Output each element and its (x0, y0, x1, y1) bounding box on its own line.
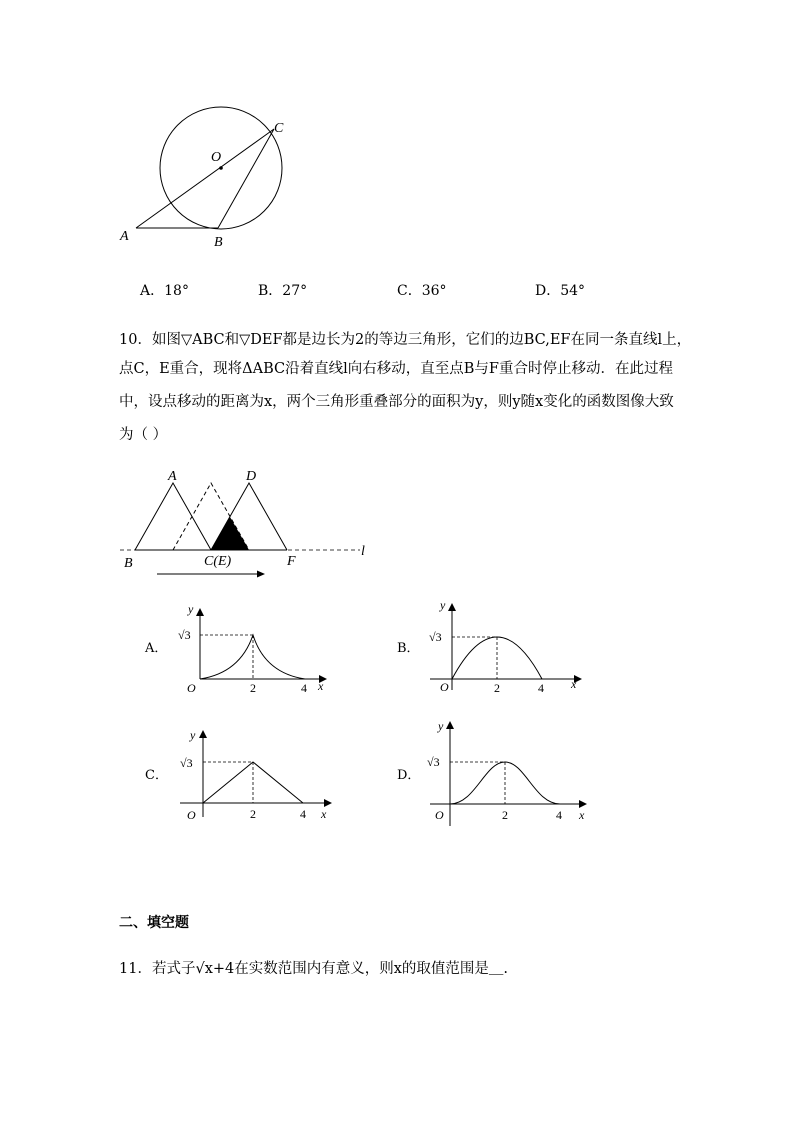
graph-a[interactable] (170, 595, 340, 700)
triangle-abc (135, 483, 211, 550)
q10-line-2: 点C，E重合，现将ΔABC沿着直线l向右移动，直至点B与F重合时停止移动．在此过程 (119, 361, 673, 377)
x-label: x (321, 807, 327, 821)
tick-2: 2 (250, 681, 256, 695)
q10-line-3: 中，设点移动的距离为x，两个三角形重叠部分的面积为y，则y随x变化的函数图像大致 (119, 394, 674, 410)
graph-d-label[interactable]: D． (397, 768, 421, 783)
origin-label: O (187, 808, 196, 822)
overlap-region (211, 517, 249, 550)
q11-text: 11．若式子√x+4在实数范围内有意义，则x的取值范围是＿. (119, 961, 509, 977)
q10-line-1: 10．如图▽ABC和▽DEF都是边长为2的等边三角形，它们的边BC,EF在同一条直线l上， (119, 332, 692, 348)
label-l: l (361, 544, 365, 559)
segment-ac (136, 129, 274, 228)
segment-bc (218, 129, 274, 228)
sqrt3-label: √3 (427, 755, 440, 769)
label-c: C (274, 121, 284, 136)
label-o: O (211, 150, 222, 165)
tick-4: 4 (556, 808, 562, 822)
graph-b[interactable] (415, 595, 590, 700)
origin-label: O (435, 808, 444, 822)
label-b: B (214, 235, 223, 250)
q9-option-d[interactable]: D．54° (535, 283, 586, 299)
label-ce: C(E) (204, 554, 232, 569)
curve (200, 635, 305, 679)
x-label: x (571, 677, 577, 691)
label-a: A (120, 229, 129, 244)
label-f: F (287, 554, 296, 569)
x-label: x (318, 679, 324, 693)
tick-2: 2 (494, 681, 500, 695)
q9-option-a[interactable]: A．18° (140, 283, 189, 299)
q9-option-b[interactable]: B．27° (258, 283, 308, 299)
tick-4: 4 (301, 681, 307, 695)
y-label: y (188, 602, 194, 616)
x-label: x (579, 808, 585, 822)
label-b: B (124, 556, 133, 571)
tick-4: 4 (538, 681, 544, 695)
graph-a-label[interactable]: A． (145, 641, 168, 656)
y-label: y (438, 719, 444, 733)
center-point (219, 166, 223, 170)
tick-4: 4 (300, 807, 306, 821)
q9-option-c[interactable]: C．36° (397, 283, 447, 299)
y-label: y (190, 728, 196, 742)
sqrt3-label: √3 (178, 628, 191, 642)
y-label: y (440, 598, 446, 612)
label-a: A (168, 469, 177, 484)
graph-d[interactable] (415, 718, 595, 828)
graph-c[interactable] (170, 722, 340, 827)
graph-b-label[interactable]: B． (397, 641, 420, 656)
origin-label: O (440, 680, 449, 694)
tick-2: 2 (250, 807, 256, 821)
section-title: 二、填空题 (119, 915, 189, 931)
label-d: D (246, 469, 257, 484)
q9-circle-figure (110, 95, 310, 255)
graph-c-label[interactable]: C． (145, 768, 168, 783)
sqrt3-label: √3 (180, 756, 193, 770)
q10-triangles-figure (115, 465, 375, 583)
origin-label: O (187, 681, 196, 695)
sqrt3-label: √3 (429, 630, 442, 644)
arrow-head (257, 571, 265, 578)
q10-line-4: 为（ ） (119, 427, 168, 443)
tick-2: 2 (502, 808, 508, 822)
